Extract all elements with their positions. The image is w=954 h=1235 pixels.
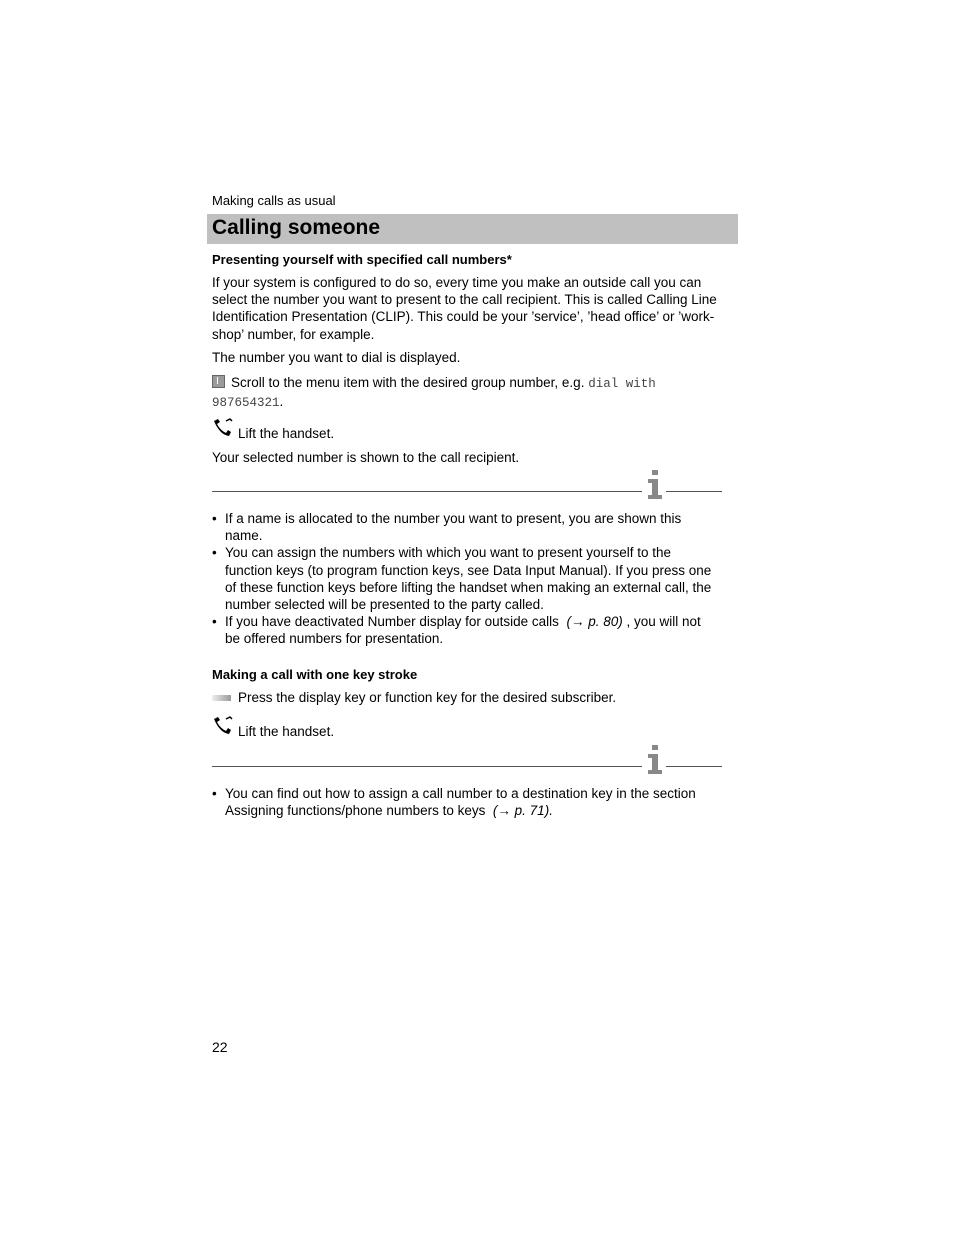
list-item: • If a name is allocated to the number you want to present, you are shown this name.	[212, 510, 738, 544]
lift-text: Lift the handset.	[238, 426, 335, 441]
info-icon	[645, 470, 665, 500]
info-divider	[212, 737, 722, 767]
onekey-notes	[212, 785, 738, 819]
intro-line: If your system is configured to do so, every time you make an outside call you can	[212, 275, 702, 290]
section-header: Making calls as usual	[212, 193, 336, 208]
page-reference[interactable]: (→ p. 80)	[566, 614, 623, 630]
intro-line: shop’ number, for example.	[212, 326, 375, 342]
scroll-step: Scroll to the menu item with the desired group number, e.g. dial with 987654321.	[212, 375, 656, 411]
handset-lift-icon	[212, 418, 234, 444]
page-number: 22	[212, 1039, 228, 1055]
function-key-icon	[212, 695, 231, 701]
clip-notes	[212, 510, 738, 648]
lift-step	[212, 418, 738, 444]
clip-intro	[212, 274, 738, 343]
scroll-example-number: 987654321	[212, 396, 280, 411]
intro-line: Identification Presentation (CLIP). This could be your ’service’, ’head office’ or ’work-	[212, 309, 715, 325]
list-item: • If you have deactivated Number display for outside calls (→ p. 80) , you will not be offered numbers for presentation.	[212, 613, 738, 647]
intro-line: select the number you want to present to the call recipient. This is called Calling Line	[212, 292, 717, 308]
info-icon	[645, 745, 665, 775]
lift-text: Lift the handset.	[238, 724, 335, 739]
scroll-text: Scroll to the menu item with the desired group number, e.g.	[231, 375, 585, 390]
info-divider	[212, 462, 722, 492]
press-text: Press the display key or function key for the desired subscriber.	[238, 690, 617, 705]
list-item: • You can assign the numbers with which you want to present yourself to the function keys (to program function keys, see Data Input Manual). If you press one of these function keys before lifting the handset when making an external call, the number selected will be presented to the party called.	[212, 544, 738, 613]
scroll-key-icon	[212, 375, 225, 388]
title-bar	[207, 214, 738, 244]
page-title: Calling someone	[212, 216, 381, 239]
list-item: • You can find out how to assign a call number to a destination key in the section Assigning functions/phone numbers to keys (→ p. 71).	[212, 785, 738, 819]
clip-subheading: Presenting yourself with specified call numbers*	[212, 252, 512, 267]
onekey-subheading: Making a call with one key stroke	[212, 667, 418, 682]
press-step	[212, 689, 738, 706]
number-displayed-text: The number you want to dial is displayed.	[212, 350, 461, 365]
shown-text: Your selected number is shown to the call recipient.	[212, 450, 520, 465]
page-reference[interactable]: (→ p. 71).	[492, 803, 553, 819]
scroll-example: dial with	[588, 377, 656, 391]
